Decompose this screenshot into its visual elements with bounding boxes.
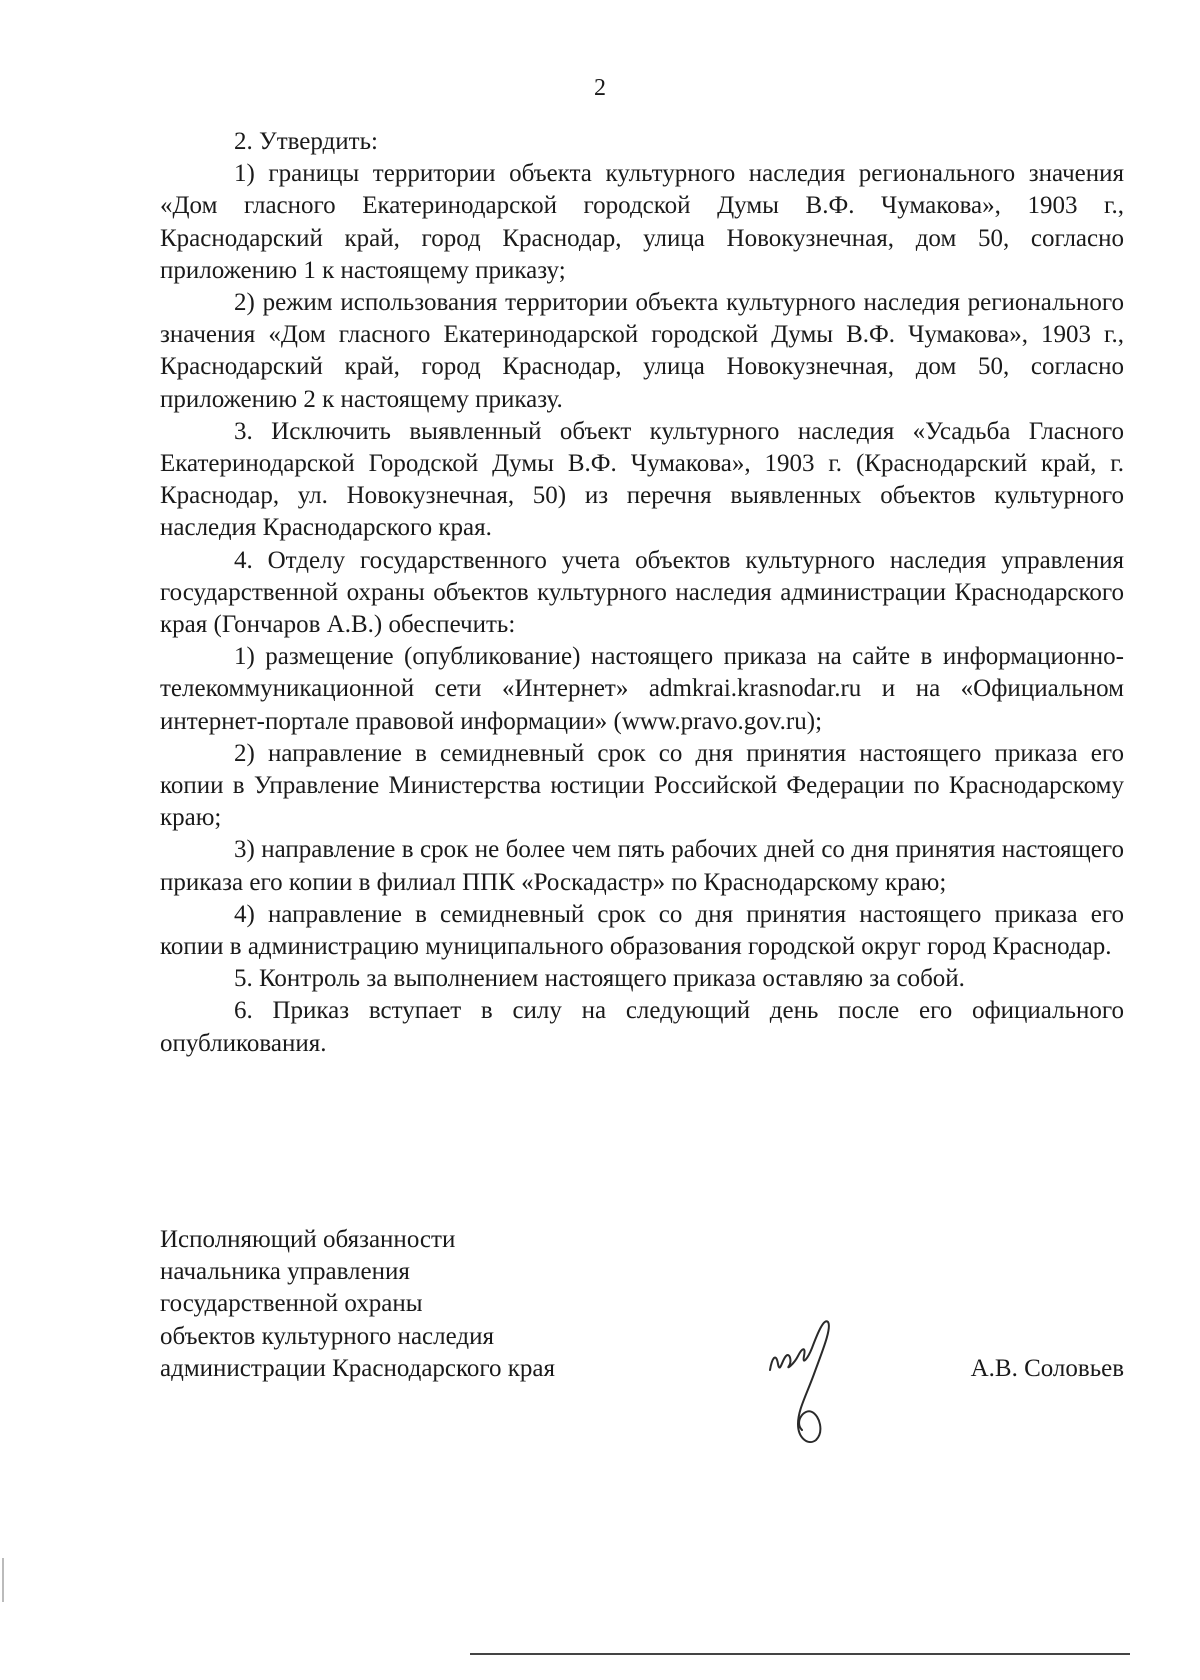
paragraph-instruction-item-2: 2) направление в семидневный срок со дня принятия настоящего приказа его копии в Управление Министерства юстиции Российской Федерации по Краснодарскому краю; [160,739,1124,832]
scan-margin-mark [2,1558,4,1602]
page-number: 2 [594,75,606,101]
signatory-name: А.В. Соловьев [970,1355,1124,1382]
paragraph-instruction-item-4: 4) направление в семидневный срок со дня принятия настоящего приказа его копии в администрацию муниципального образования городской округ город Краснодар. [160,900,1124,961]
signatory-title-line: начальника управления [160,1258,410,1286]
paragraph-control: 5. Контроль за выполнением настоящего приказа оставляю за собой. [234,965,965,993]
signatory-title-line: Исполняющий обязанности [160,1226,456,1253]
signatory-title-line: государственной охраны [160,1290,423,1318]
paragraph-department-instruction: 4. Отделу государственного учета объектов культурного наследия управления государственной охраны объектов культурного наследия администрации Краснодарского края (Гончаров А.В.) обеспечить: [160,546,1124,639]
signatory-title-line: администрации Краснодарского края [160,1354,556,1382]
paragraph-approve-item-1: 1) границы территории объекта культурного наследия регионального значения «Дом гласного Екатеринодарской городской Думы В.Ф. Чумакова», 1903 г., Краснодарский край, город Краснодар, улица Новокузнечная, дом 50, согласно приложению 1 к настоящему приказу; [160,160,1124,284]
paragraph-exclude: 3. Исключить выявленный объект культурного наследия «Усадьба Гласного Екатеринодарской Городской Думы В.Ф. Чумакова», 1903 г. (Краснодарский край, г. Краснодар, ул. Новокузнечная, 50) из перечня выявленных объектов культурного наследия Краснодарского края. [160,417,1124,542]
footer-rule [470,1653,1130,1655]
signatory-title-line: объектов культурного наследия [160,1322,494,1350]
paragraph-approve-item-2: 2) режим использования территории объекта культурного наследия регионального значения «Дом гласного Екатеринодарской городской Думы В.Ф. Чумакова», 1903 г., Краснодарский край, город Краснодар, улица Новокузнечная, дом 50, согласно приложению 2 к настоящему приказу. [160,289,1124,413]
paragraph-instruction-item-3: 3) направление в срок не более чем пять рабочих дней со дня принятия настоящего приказа его копии в филиал ППК «Роскадастр» по Краснодарскому краю; [160,836,1124,896]
signatory-title [160,1224,660,1385]
paragraph-approve-heading: 2. Утвердить: [234,128,378,155]
paragraph-effective-date: 6. Приказ вступает в силу на следующий день после его официального опубликования. [160,997,1124,1057]
document-body [160,126,1124,1060]
paragraph-instruction-item-1: 1) размещение (опубликование) настоящего приказа на сайте в информационно-телекоммуникационной сети «Интернет» admkrai.krasnodar.ru и на «Официальном интернет-портале правовой информации» (www.pravo.gov.ru); [160,643,1124,735]
